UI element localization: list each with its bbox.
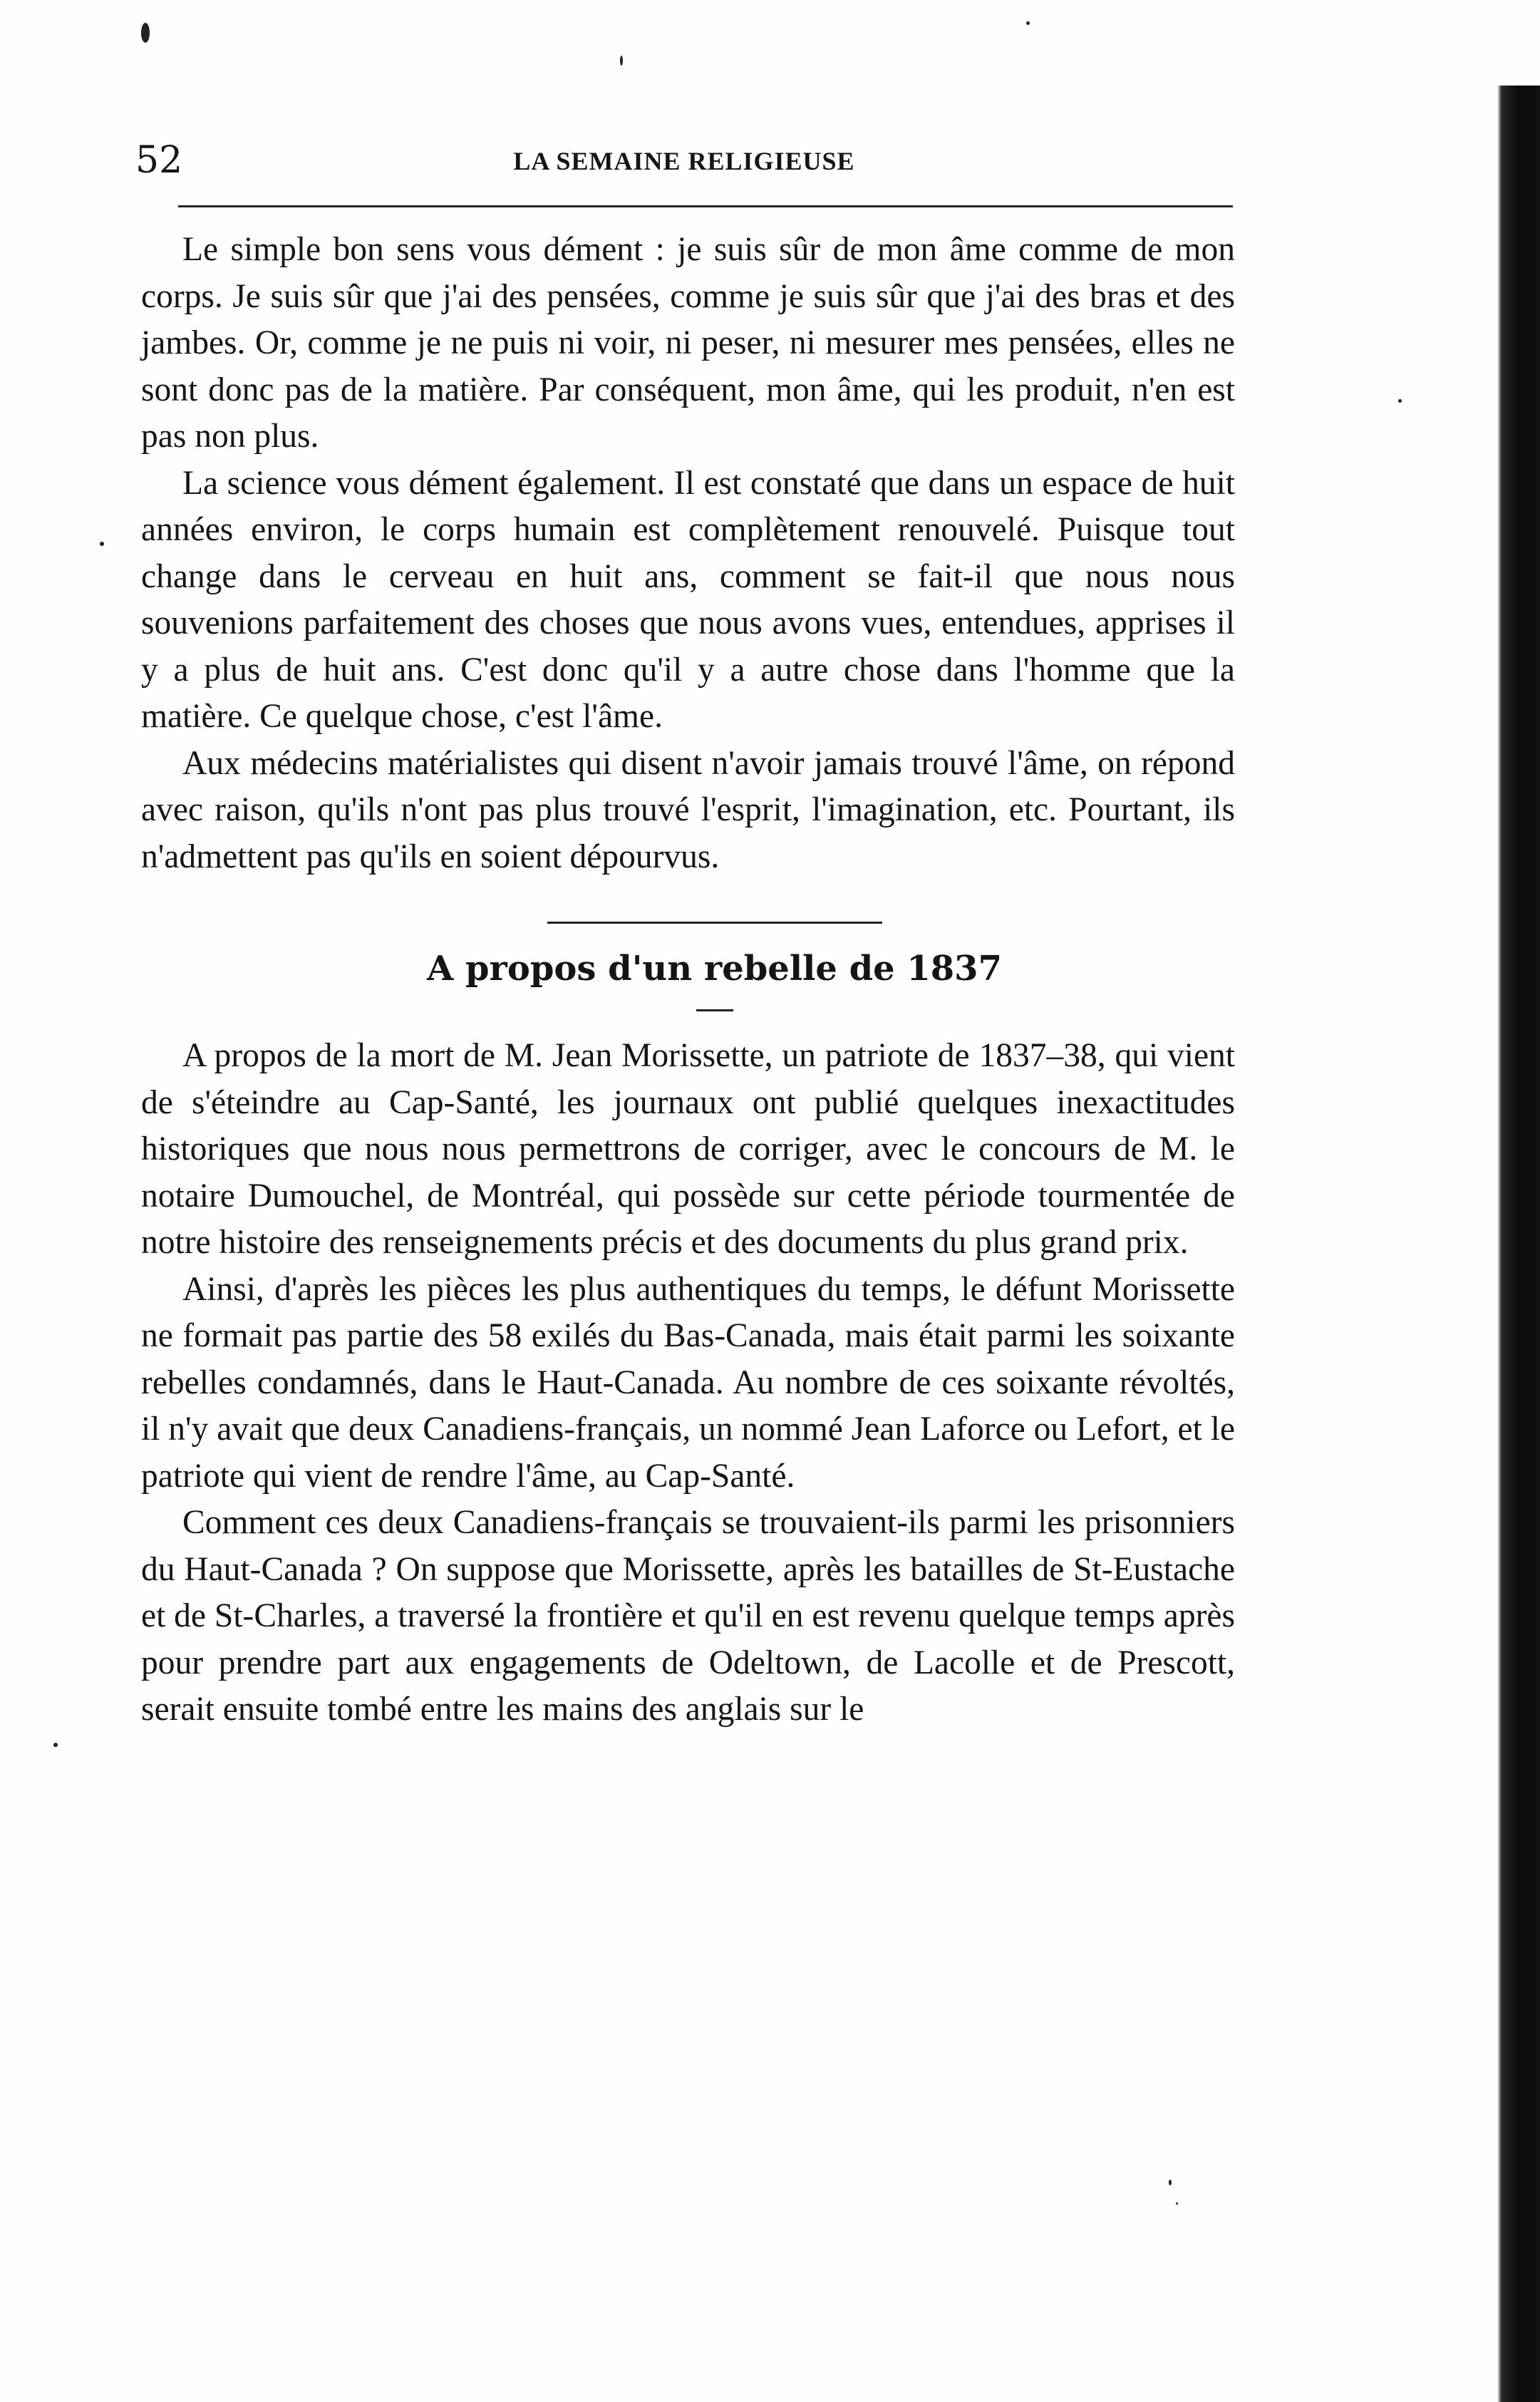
page-header <box>135 139 1233 189</box>
ink-speck <box>1169 2180 1172 2185</box>
ink-speck <box>100 542 104 546</box>
ink-speck <box>620 56 623 66</box>
paragraph: Aux médecins matérialistes qui disent n'avoir jamais trouvé l'âme, on répond avec raison, qu'ils n'ont pas plus trouvé l'esprit, l'imagination, etc. Pourtant, ils n'admettent pas qu'ils en soient dépourvus. <box>141 744 1235 875</box>
running-title: LA SEMAINE RELIGIEUSE <box>513 147 855 175</box>
page-number: 52 <box>135 139 183 182</box>
article-body <box>141 227 1235 1733</box>
paragraph: Comment ces deux Canadiens-français se trouvaient-ils parmi les prisonniers du Haut-Canada ? On suppose que Morissette, après les batailles de St-Eustache et de St-Charles, a traversé la frontière et qu'il en est revenu quelque temps après pour prendre part aux engagements de Odeltown, de Lacolle et de Prescott, serait ensuite tombé entre les mains des anglais sur le <box>141 1504 1235 1728</box>
section-title: A propos d'un rebelle de 1837 <box>427 949 1002 989</box>
ink-speck <box>1176 2202 1178 2205</box>
ink-speck <box>1398 399 1402 403</box>
paragraph: A propos de la mort de M. Jean Morissette, un patriote de 1837–38, qui vient de s'éteindre au Cap-Santé, les journaux ont publié quelques inexactitudes historiques que nous nous permettrons de corriger, avec le concours de M. le notaire Dumouchel, de Montréal, qui possède sur cette période tourmentée de notre histoire des renseignements précis et des documents du plus grand prix. <box>141 1037 1235 1261</box>
ink-speck <box>1026 21 1030 25</box>
binding-shadow <box>1497 86 1540 2402</box>
ink-speck <box>141 23 150 43</box>
paragraph: Ainsi, d'après les pièces les plus authentiques du temps, le défunt Morissette ne formait pas partie des 58 exilés du Bas-Canada, mais était parmi les soixante rebelles condamnés, dans le Haut-Canada. Au nombre de ces soixante révoltés, il n'y avait que deux Canadiens-français, un nommé Jean Laforce ou Lefort, et le patriote qui vient de rendre l'âme, au Cap-Santé. <box>141 1270 1235 1495</box>
ink-speck <box>53 1743 58 1747</box>
paragraph: Le simple bon sens vous dément : je suis sûr de mon âme comme de mon corps. Je suis sûr que j'ai des pensées, comme je suis sûr que j'ai des bras et des jambes. Or, comme je ne puis ni voir, ni peser, ni mesurer mes pensées, elles ne sont donc pas de la matière. Par conséquent, mon âme, qui les produit, n'en est pas non plus. <box>141 231 1235 455</box>
title-dash <box>696 1009 733 1011</box>
section-separator-rule <box>547 922 882 924</box>
paragraph: La science vous dément également. Il est constaté que dans un espace de huit années environ, le corps humain est complètement renouvelé. Puisque tout change dans le cerveau en huit ans, comment se fait-il que nous nous souvenions parfaitement des choses que nous avons vues, entendues, apprises il y a plus de huit ans. C'est donc qu'il y a autre chose dans l'homme que la matière. Ce quelque chose, c'est l'âme. <box>141 464 1235 735</box>
header-rule <box>178 205 1233 207</box>
